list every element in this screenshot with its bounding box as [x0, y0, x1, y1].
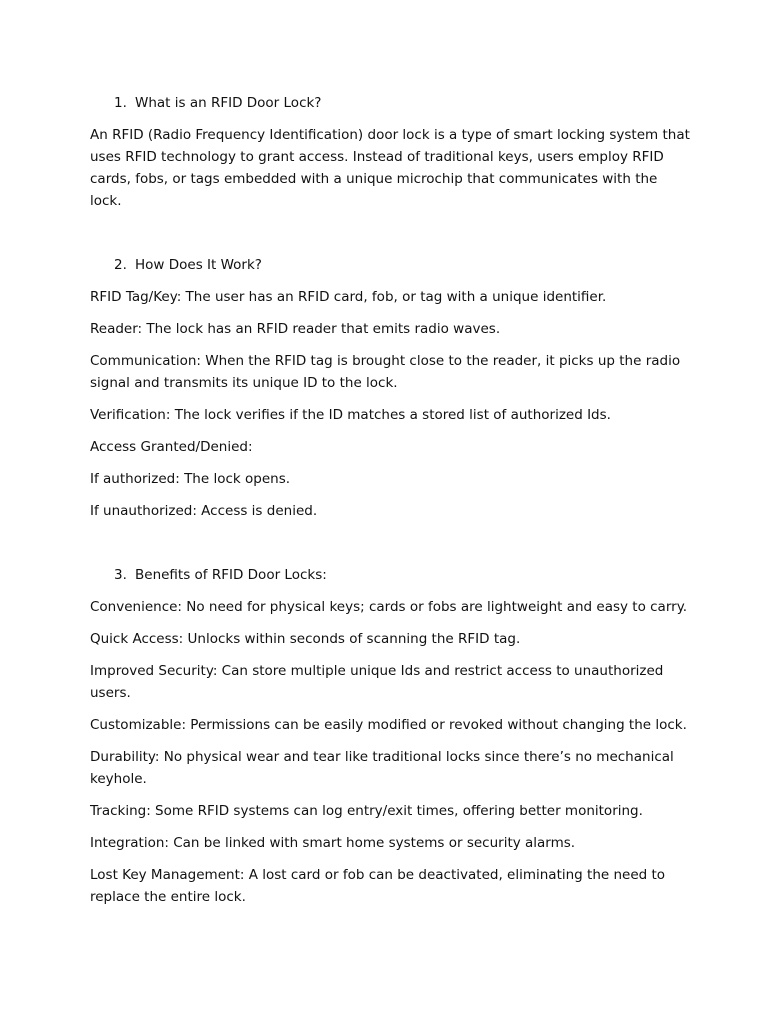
section-heading-benefits — [90, 564, 690, 586]
section-number: 2. — [114, 257, 127, 273]
section-spacer — [90, 532, 690, 564]
paragraph: Access Granted/Denied: — [90, 439, 253, 455]
paragraph: If unauthorized: Access is denied. — [90, 503, 318, 519]
section-number: 3. — [114, 567, 127, 583]
paragraph: Communication: When the RFID tag is brought close to the reader, it picks up the radio signal and transmits its unique ID to the lock. — [90, 353, 681, 391]
paragraph: Quick Access: Unlocks within seconds of scanning the RFID tag. — [90, 631, 521, 647]
paragraph: RFID Tag/Key: The user has an RFID card, fob, or tag with a unique identifier. — [90, 289, 607, 305]
paragraph: Verification: The lock verifies if the ID matches a stored list of authorized Ids. — [90, 407, 611, 423]
section-title: Benefits of RFID Door Locks: — [135, 567, 327, 583]
paragraph: Integration: Can be linked with smart home systems or security alarms. — [90, 835, 576, 851]
paragraph: If authorized: The lock opens. — [90, 471, 291, 487]
paragraph: Convenience: No need for physical keys; cards or fobs are lightweight and easy to carry. — [90, 599, 688, 615]
document-page — [90, 92, 690, 918]
section-heading-how-it-works — [90, 254, 690, 276]
section-heading-what-is — [90, 92, 690, 114]
section-title: How Does It Work? — [135, 257, 262, 273]
paragraph: Lost Key Management: A lost card or fob can be deactivated, eliminating the need to replace the entire lock. — [90, 867, 666, 905]
section-title: What is an RFID Door Lock? — [135, 95, 322, 111]
paragraph: Tracking: Some RFID systems can log entry/exit times, offering better monitoring. — [90, 803, 643, 819]
paragraph: An RFID (Radio Frequency Identification) door lock is a type of smart locking system that uses RFID technology to grant access. Instead of traditional keys, users employ RFID cards, fobs, or tags embedded with a unique microchip that communicates with the lock. — [90, 127, 690, 209]
paragraph: Reader: The lock has an RFID reader that emits radio waves. — [90, 321, 501, 337]
paragraph: Improved Security: Can store multiple unique Ids and restrict access to unauthorized users. — [90, 663, 664, 701]
paragraph: Durability: No physical wear and tear like traditional locks since there’s no mechanical keyhole. — [90, 749, 674, 787]
section-number: 1. — [114, 95, 127, 111]
paragraph: Customizable: Permissions can be easily modified or revoked without changing the lock. — [90, 717, 687, 733]
section-spacer — [90, 222, 690, 254]
